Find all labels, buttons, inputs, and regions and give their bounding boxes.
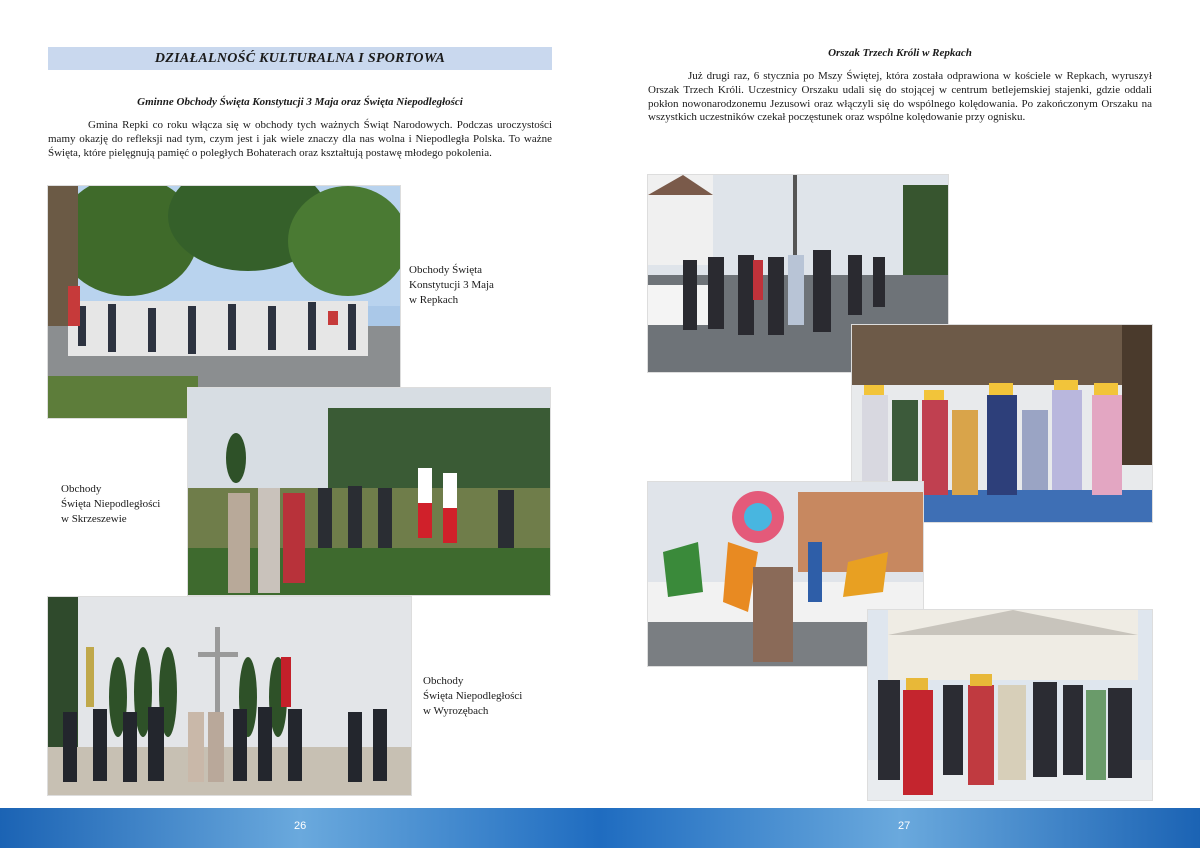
caption-line: Święta Niepodległości bbox=[423, 690, 523, 702]
caption-line: Obchody Święta bbox=[409, 264, 483, 276]
left-page bbox=[0, 0, 600, 808]
caption-line: Święta Niepodległości bbox=[61, 498, 161, 510]
article-paragraph: Gmina Repki co roku włącza się w obchody tych ważnych Świąt Narodowych. Podczas uroczystości mamy okazję do refleksji nad tym, czym jest i jak wiele znaczy dla nas wolna i Niepodległa Polska. To ważne Święta, które pielęgnują pamięć o poległych Bohaterach oraz kształtują postawę młodego pokolenia. bbox=[48, 119, 552, 159]
article-paragraph: Już drugi raz, 6 stycznia po Mszy Świętej, która została odprawiona w kościele w Repkach, wyruszył Orszak Trzech Króli. Uczestnicy Orszaku udali się do stojącej w centrum betlejemskiej stajenki, gdzie oddali pokłon nowonarodzonemu Jezusowi oraz włączyli się do wspólnego kolędowania. Po zakończonym Orszaku na wszystkich uczestników czekał poczęstunek oraz wspólne kolędowanie przy ognisku. bbox=[648, 70, 1152, 124]
photo-skrzeszew bbox=[188, 388, 550, 595]
right-page bbox=[600, 0, 1200, 808]
article-subtitle: Gminne Obchody Święta Konstytucji 3 Maja oraz Święta Niepodległości bbox=[137, 96, 463, 108]
caption-constitution-day bbox=[409, 263, 494, 308]
photo-constitution-day bbox=[48, 186, 400, 418]
photo-wyrozeby bbox=[48, 597, 411, 795]
caption-line: w Skrzeszewie bbox=[61, 513, 127, 525]
page-number-right: 27 bbox=[898, 820, 911, 832]
article-subtitle: Orszak Trzech Króli w Repkach bbox=[828, 47, 972, 59]
footer-band bbox=[0, 808, 1200, 848]
page-number-left: 26 bbox=[294, 820, 307, 832]
caption-line: w Wyrozębach bbox=[423, 705, 489, 717]
caption-skrzeszew bbox=[61, 482, 160, 527]
caption-line: Konstytucji 3 Maja bbox=[409, 279, 494, 291]
caption-wyrozeby bbox=[423, 674, 522, 719]
caption-line: Obchody bbox=[61, 483, 102, 495]
caption-line: w Repkach bbox=[409, 294, 459, 306]
section-title: DZIAŁALNOŚĆ KULTURALNA I SPORTOWA bbox=[48, 47, 552, 70]
caption-line: Obchody bbox=[423, 675, 464, 687]
photo-group-kings bbox=[868, 610, 1152, 800]
